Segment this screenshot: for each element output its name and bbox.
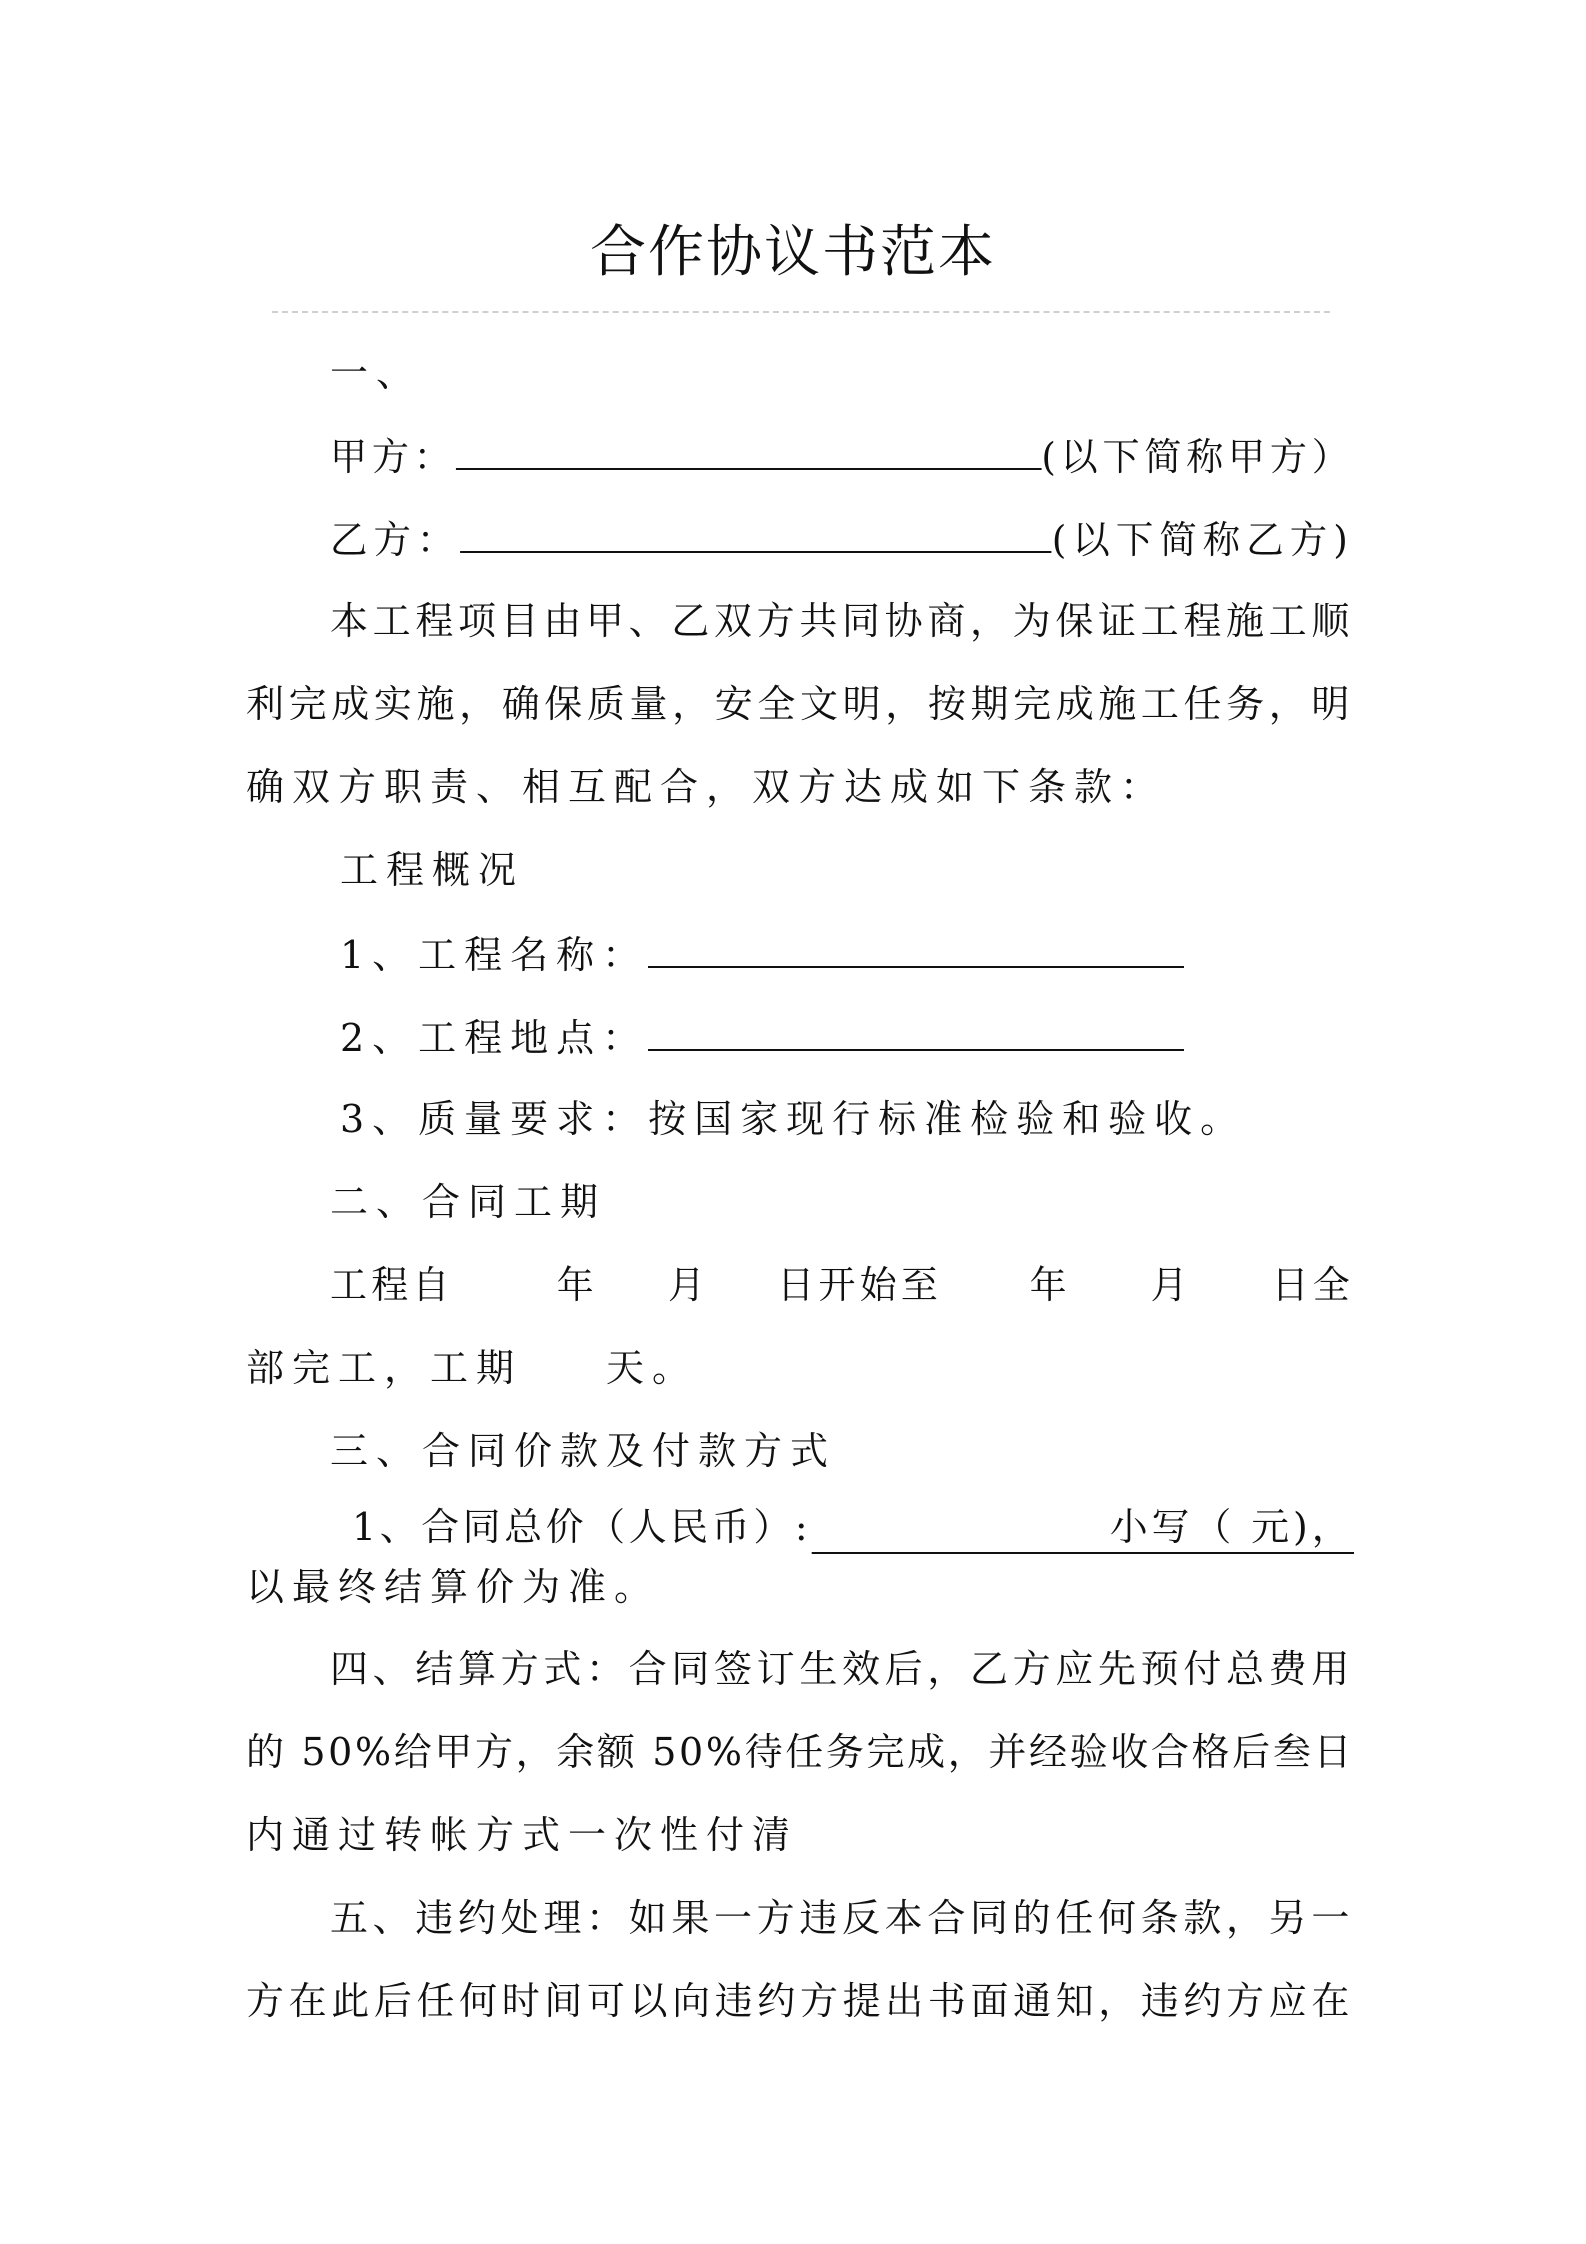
start-month-label: 月 xyxy=(667,1263,710,1307)
title-divider xyxy=(272,311,1330,313)
duration-line-1 xyxy=(330,1260,1354,1310)
party-b-line xyxy=(330,513,1354,565)
section2-heading: 二、合同工期 xyxy=(330,1180,607,1224)
contract-price-label: 1、合同总价（人民币）: xyxy=(352,1505,812,1549)
party-a-blank[interactable] xyxy=(456,430,1042,470)
quality-requirement: 3、质量要求：按国家现行标准检验和验收。 xyxy=(340,1097,1247,1141)
contract-price-field[interactable] xyxy=(811,1502,1353,1554)
party-a-suffix: (以下简称甲方） xyxy=(1041,435,1354,479)
project-name-label: 1、工程名称： xyxy=(340,933,649,977)
overview-heading: 工程概况 xyxy=(340,848,525,892)
duration-line-2 xyxy=(246,1343,698,1393)
end-year-label: 年 xyxy=(1029,1263,1071,1307)
intro-line-1: 本工程项目由甲、乙双方共同协商，为保证工程施工顺 xyxy=(330,599,1355,643)
contract-price-note: 以最终结算价为准。 xyxy=(246,1565,661,1609)
settlement-line-1: 四、结算方式：合同签订生效后，乙方应先预付总费用 xyxy=(330,1647,1355,1691)
project-location-label: 2、工程地点： xyxy=(340,1016,649,1060)
completion-label: 部完工，工期 xyxy=(246,1346,523,1390)
section1-heading: 一、 xyxy=(330,351,423,395)
project-name-line xyxy=(340,928,1184,980)
intro-line-2: 利完成实施，确保质量，安全文明，按期完成施工任务，明 xyxy=(246,682,1355,726)
party-b-suffix: (以下简称乙方) xyxy=(1051,518,1354,562)
contract-price-line xyxy=(352,1502,1354,1554)
section3-heading: 三、合同价款及付款方式 xyxy=(330,1429,837,1473)
settlement-line-3: 内通过转帐方式一次性付清 xyxy=(246,1813,799,1857)
party-a-line xyxy=(330,430,1354,482)
project-location-line xyxy=(340,1011,1184,1063)
breach-line-2: 方在此后任何时间可以向违约方提出书面通知，违约方应在 xyxy=(246,1979,1355,2023)
intro-line-3: 确双方职责、相互配合，双方达成如下条款： xyxy=(246,765,1167,809)
start-year-label: 年 xyxy=(556,1263,598,1307)
settlement-line-2: 的 50%给甲方，余额 50%待任务完成，并经验收合格后叁日 xyxy=(246,1730,1355,1774)
end-month-label: 月 xyxy=(1150,1263,1192,1307)
breach-line-1: 五、违约处理：如果一方违反本合同的任何条款，另一 xyxy=(330,1896,1355,1940)
party-b-label: 乙方： xyxy=(330,518,461,562)
small-amount-label: 小写（ 元)， xyxy=(1109,1505,1354,1549)
project-name-blank[interactable] xyxy=(648,928,1184,968)
duration-from-label: 工程自 xyxy=(330,1263,454,1307)
start-day-label: 日开始至 xyxy=(777,1263,943,1307)
project-location-blank[interactable] xyxy=(648,1011,1184,1051)
party-a-label: 甲方： xyxy=(330,435,456,479)
party-b-blank[interactable] xyxy=(460,513,1051,553)
document-title: 合作协议书范本 xyxy=(590,220,996,285)
days-label: 天。 xyxy=(606,1346,699,1390)
end-day-label: 日全 xyxy=(1271,1263,1355,1307)
